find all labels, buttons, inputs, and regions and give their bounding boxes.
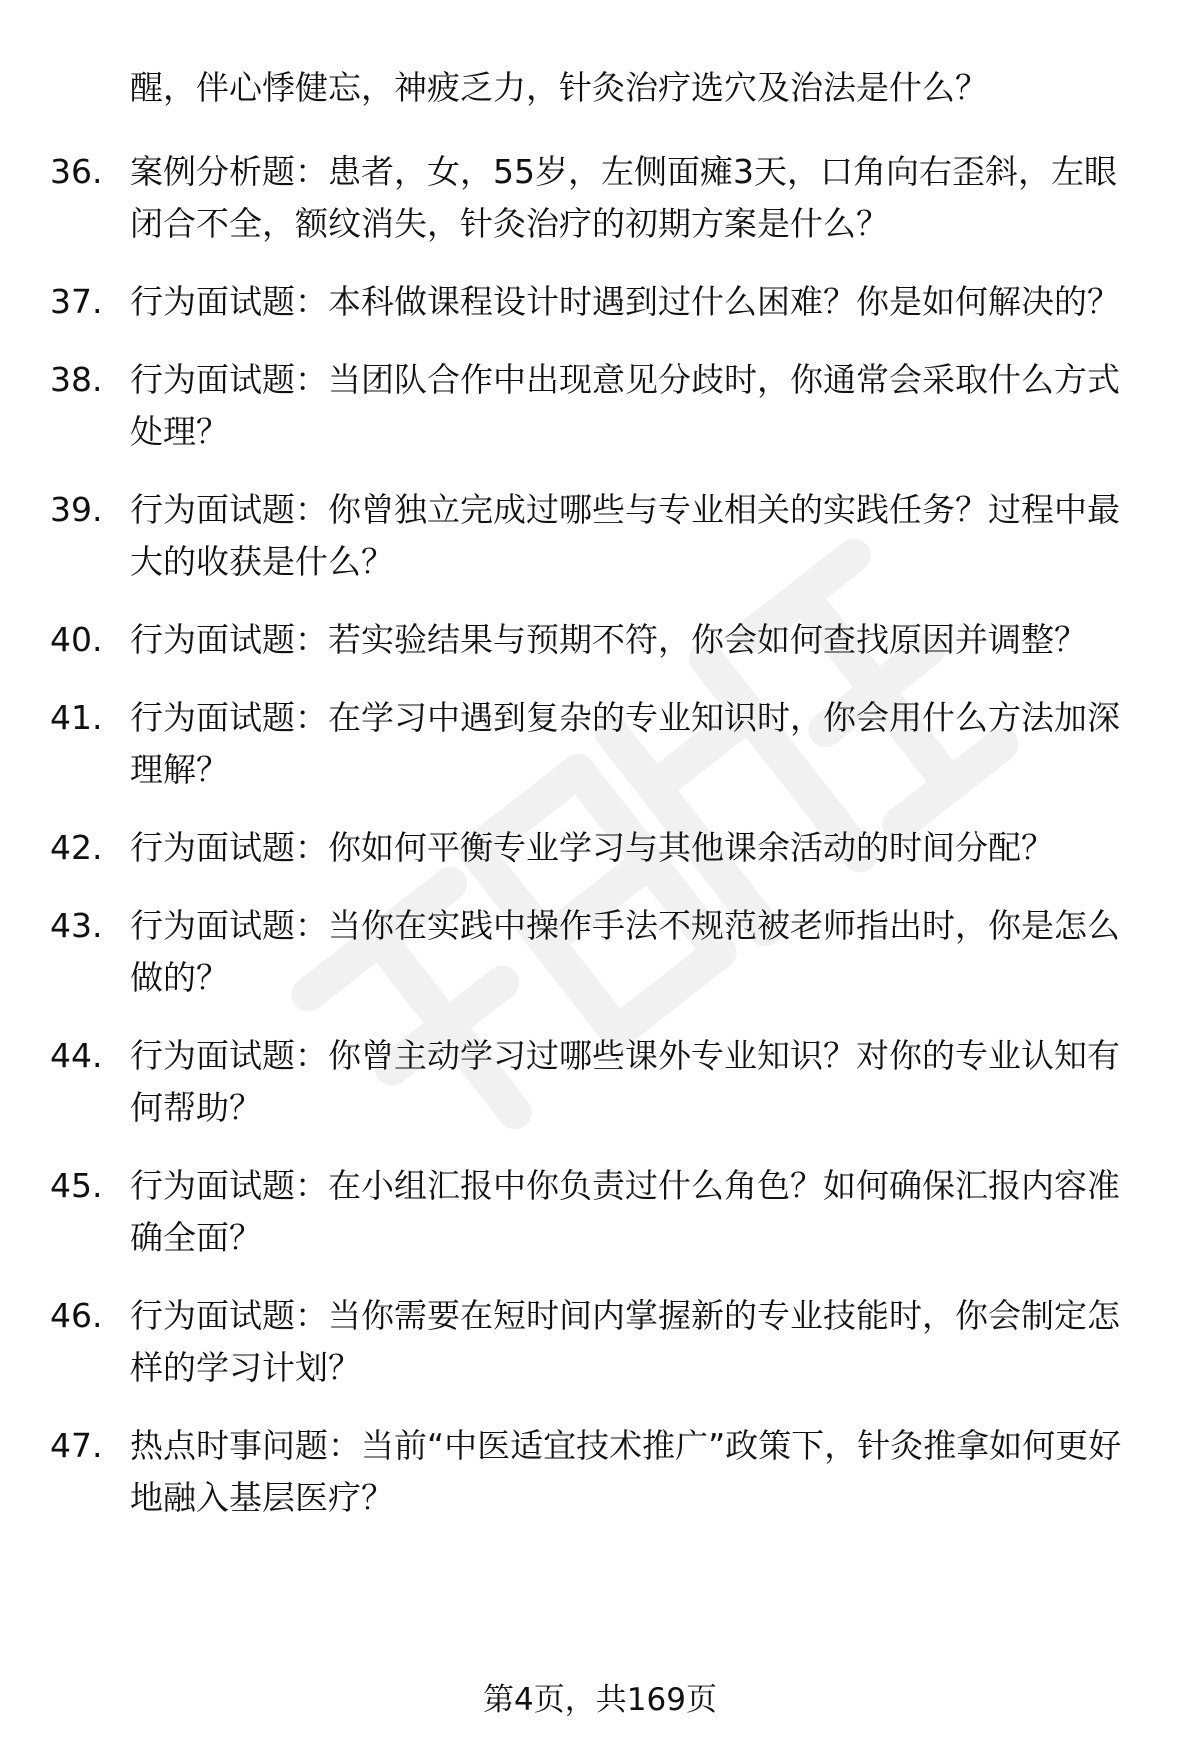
question-text: 行为面试题：当你需要在短时间内掌握新的专业技能时，你会制定怎样的学习计划？ <box>130 1296 1120 1387</box>
list-item <box>50 354 1150 458</box>
list-item <box>50 484 1150 588</box>
question-text: 行为面试题：在学习中遇到复杂的专业知识时，你会用什么方法加深理解？ <box>130 698 1120 789</box>
continuation-text: 醒，伴心悸健忘，神疲乏力，针灸治疗选穴及治法是什么？ <box>130 68 988 107</box>
list-item <box>50 1420 1150 1524</box>
question-text: 行为面试题：当团队合作中出现意见分歧时，你通常会采取什么方式处理？ <box>130 360 1120 451</box>
question-number: 36. <box>50 152 103 191</box>
question-number: 42. <box>50 828 103 867</box>
question-text: 案例分析题：患者，女，55岁，左侧面瘫3天，口角向右歪斜，左眼闭合不全，额纹消失，针灸治疗的初期方案是什么？ <box>130 152 1117 243</box>
question-text: 热点时事问题：当前“中医适宜技术推广”政策下，针灸推拿如何更好地融入基层医疗？ <box>130 1426 1122 1517</box>
list-item <box>50 614 1150 666</box>
question-number: 37. <box>50 282 103 321</box>
list-item <box>50 1160 1150 1264</box>
question-text: 行为面试题：在小组汇报中你负责过什么角色？如何确保汇报内容准确全面？ <box>130 1166 1120 1257</box>
question-number: 38. <box>50 360 103 399</box>
list-item <box>50 276 1150 328</box>
list-item <box>50 146 1150 250</box>
page-footer: 第4页，共169页 <box>483 1682 717 1718</box>
question-text: 行为面试题：本科做课程设计时遇到过什么困难？你是如何解决的？ <box>130 282 1120 321</box>
question-text: 行为面试题：你曾主动学习过哪些课外专业知识？对你的专业认知有何帮助？ <box>130 1036 1120 1127</box>
question-number: 46. <box>50 1296 103 1335</box>
question-text: 行为面试题：当你在实践中操作手法不规范被老师指出时，你是怎么做的？ <box>130 906 1120 997</box>
question-text: 行为面试题：你曾独立完成过哪些与专业相关的实践任务？过程中最大的收获是什么？ <box>130 490 1120 581</box>
list-item <box>50 692 1150 796</box>
question-text: 行为面试题：若实验结果与预期不符，你会如何查找原因并调整？ <box>130 620 1087 659</box>
list-item <box>50 1030 1150 1134</box>
list-item <box>50 900 1150 1004</box>
question-list <box>50 146 1150 1550</box>
question-number: 40. <box>50 620 103 659</box>
question-text: 行为面试题：你如何平衡专业学习与其他课余活动的时间分配？ <box>130 828 1054 867</box>
question-number: 41. <box>50 698 103 737</box>
question-number: 45. <box>50 1166 103 1205</box>
list-item <box>50 1290 1150 1394</box>
question-number: 47. <box>50 1426 103 1465</box>
question-number: 39. <box>50 490 103 529</box>
list-item <box>50 822 1150 874</box>
question-number: 43. <box>50 906 103 945</box>
question-number: 44. <box>50 1036 103 1075</box>
